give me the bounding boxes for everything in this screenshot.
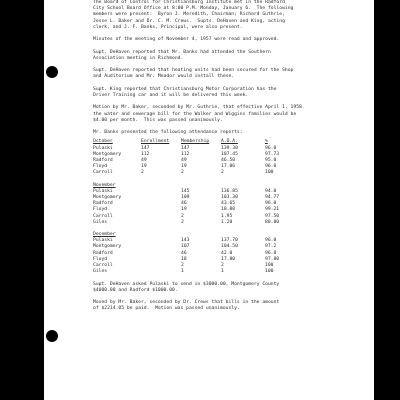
month-label: November [93, 182, 116, 188]
table-row: Pulaski 143 137.70 96.0 [93, 238, 277, 244]
paragraph-line: Supt. DeHaven reported that Mr. Banks had attended the Southern [93, 49, 271, 55]
table-row: Pulaski 145 136.85 94.0 [93, 188, 277, 194]
intro-line: The Board of Control for Christiansburg Institute met in the Radford [93, 0, 285, 5]
table-row: Floyd 18 17.80 97.80 [93, 256, 280, 262]
table-row: Radford 46 43.65 96.0 [93, 201, 277, 207]
table-row: Montgomery 112 112 107.45 97.73 [93, 151, 280, 157]
punch-hole [46, 330, 58, 342]
column-header-percent: % [265, 139, 268, 145]
month-label: October [93, 139, 113, 145]
motion-bills-paid [93, 300, 371, 312]
table-row: Montgomery 109 103.30 94.77 [93, 195, 280, 200]
paragraph-line: and Auditorium and Mr. Meador would install these. [93, 74, 235, 80]
paragraph-line: Driver Training car and it will be delivered this week. [93, 92, 249, 98]
table-row: Giles 2 1.20 80.00 [93, 219, 280, 225]
attendance-table-november [93, 183, 295, 226]
paragraph-county-payments [93, 282, 371, 294]
paragraph-line: Moved by Mr. Baker, seconded by Dr. Crews that bills in the amount [93, 300, 280, 306]
table-row: Floyd 19 18.80 99.21 [93, 207, 280, 213]
table-row: Radford 49 49 46.50 95.0 [93, 157, 277, 163]
table-row: Giles 1 1 100 [93, 269, 274, 275]
paragraph-line: the water and sewerage bill for the Walker and Wiggins families would be [93, 111, 297, 117]
minutes-text [93, 0, 371, 313]
paragraph-line: of $2214.05 be paid. Motion was passed unanimously. [93, 306, 240, 312]
month-label: December [93, 232, 116, 238]
table-row: Radford 46 42.0 96.0 [93, 250, 277, 256]
intro-line: members were present: Byron J. Meredith, Chairman; Richard Guthrie, [93, 12, 285, 18]
table-row: Floyd 19 19 17.06 96.0 [93, 164, 277, 170]
paragraph-line: Association meeting in Richmond. [93, 55, 184, 61]
intro-line: clerk, and J. F. Banks, Principal, were also present. [93, 24, 243, 30]
paragraph-line: Supt. DeHaven asked Pulaski to send in $3000.00, Montgomery County [93, 281, 280, 287]
document-page [44, 0, 374, 400]
table-row: Pulaski 147 147 139.30 96.0 [93, 145, 277, 151]
table-row: Carroll 2 2 100 [93, 263, 274, 269]
intro-paragraph [93, 0, 371, 31]
motion-water-sewerage [93, 105, 371, 124]
table-row: Carroll 2 1.95 97.50 [93, 213, 280, 219]
minutes-approval: Minutes of the meeting of November 4, 1957 were read and approved. [93, 37, 280, 43]
column-header-ada: A.D.A. [221, 139, 238, 145]
attendance-intro: Mr. Banks presented the following attendance reports: [93, 130, 243, 136]
punch-hole [46, 66, 58, 78]
table-row: Carroll 2 2 2 100 [93, 170, 274, 176]
intro-line: City School Board Office at 8:00 P.M. Monday, January 6. The following [93, 6, 294, 12]
column-header-enrollment: Enrollment [141, 139, 170, 145]
table-row: Montgomery 107 104.50 97.2 [93, 244, 277, 250]
paragraph-line: Supt. King reported that Christiansburg Motor Corporation has the [93, 86, 277, 92]
paragraph-heating-units [93, 68, 371, 80]
paragraph-line: Motion by Mr. Baker, seconded by Mr. Guthrie, that effective April 1, 1958 [93, 105, 302, 111]
paragraph-line: Supt. DeHaven reported that heating units had been secured for the Shop [93, 68, 294, 74]
paragraph-line: $4.00 per month. This was passed unanimously. [93, 117, 223, 123]
paragraph-line: $4000.00 and Radford $1000.00. [93, 287, 178, 293]
paragraph-southern-association [93, 50, 371, 62]
paragraph-driver-training [93, 87, 371, 99]
attendance-table-december [93, 232, 295, 275]
intro-line: Jesse L. Baker and Dr. C. M. Crews. Supts. DeHaven and King, acting [93, 18, 285, 24]
attendance-table-october [93, 139, 295, 176]
column-header-membership: Membership [181, 139, 210, 145]
